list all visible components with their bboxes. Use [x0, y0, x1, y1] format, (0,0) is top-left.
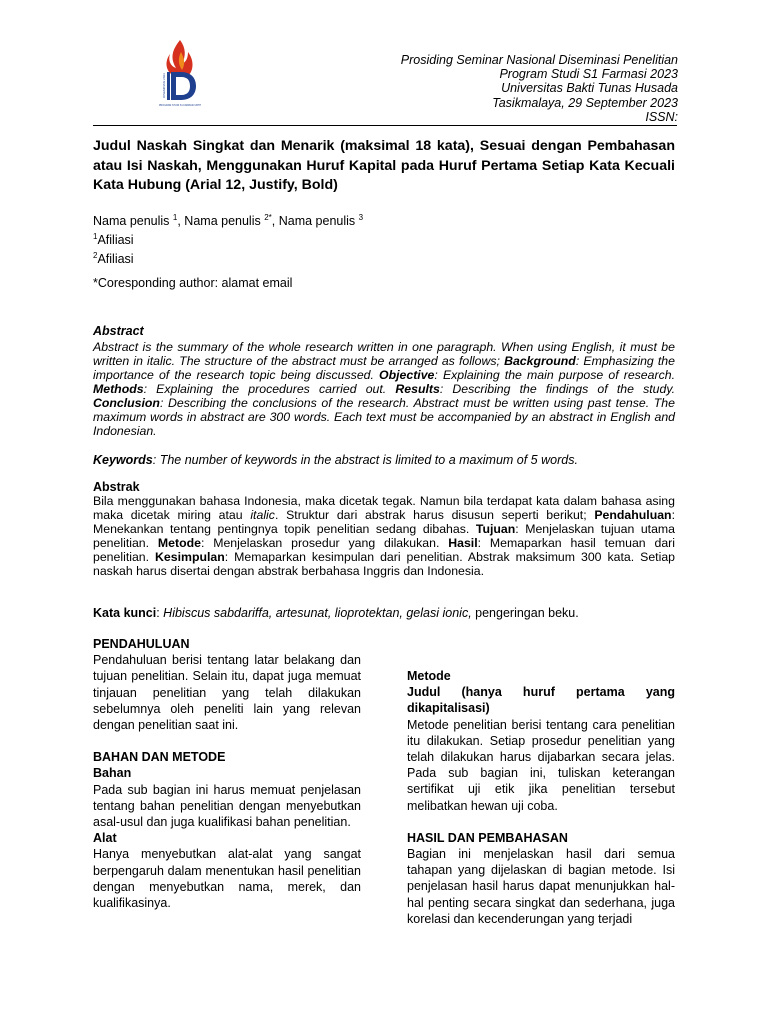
subheading-alat: Alat [93, 831, 117, 846]
author-1-sup: 1 [172, 213, 178, 222]
right-column [407, 668, 675, 927]
keywords: Keywords: The number of keywords in the abstract is limited to a maximum of 5 words. [93, 453, 578, 467]
subheading-bahan: Bahan [93, 766, 132, 781]
alat-text: Hanya menyebutkan alat-alat yang sangat berpengaruh dalam menentukan hasil penelitian dengan menyebutkan nama, merek, dan kualifikasinya. [93, 847, 361, 911]
author-block [93, 210, 363, 267]
subheading-judul: Judul (hanya huruf pertama yang dikapitalisasi) [407, 685, 675, 716]
kata-kunci: Kata kunci: Hibiscus sabdariffa, artesunat, lioprotektan, gelasi ionic, pengeringan beku. [93, 606, 579, 620]
author-1: Nama penulis [93, 214, 173, 229]
header-line: Prosiding Seminar Nasional Diseminasi Penelitian [400, 53, 678, 67]
header-line: Program Studi S1 Farmasi 2023 [499, 67, 678, 82]
header-line: Tasikmalaya, 29 September 2023 [492, 95, 678, 110]
section-heading-hasil: HASIL DAN PEMBAHASAN [407, 830, 568, 845]
left-column [93, 636, 361, 911]
header-line: ISSN: [645, 109, 678, 124]
section-heading-pendahuluan: PENDAHULUAN [93, 637, 190, 651]
affiliation-1: $^1$Afiliasi [93, 232, 134, 248]
proceedings-header [401, 53, 678, 124]
metode-text: Metode penelitian berisi tentang cara penelitian itu dilakukan. Setiap prosedur penelitian yang telah dilakukan harus dijabarkan secara jelas. Pada sub bagian ini, tuliskan keterangan sertifikat uji etik jika penelitian tersebut melibatkan hewan uji coba. [407, 717, 675, 813]
letter-d-shape [171, 72, 196, 100]
subheading-metode: Metode [407, 669, 451, 683]
hasil-text: Bagian ini menjelaskan hasil dari semua tahapan yang dijelaskan di bagian metode. Isi penjelasan hasil harus dapat menunjukkan hal-hal penting secara singkat dan sederhana, juga korelasi dan kecenderungan yang terjadi [407, 847, 675, 926]
author-3-sup: 3 [358, 213, 364, 222]
abstrak-heading: Abstrak [93, 480, 140, 494]
header-line: Universitas Bakti Tunas Husada [501, 81, 678, 96]
author-line [93, 210, 363, 229]
affiliation-2: $^2$Afiliasi [93, 251, 134, 267]
abstract-heading: Abstract [93, 324, 144, 338]
logo-caption: PROGRAM STUDI S1 FARMASI UBTH [158, 104, 202, 107]
logo-vertical-text: DISEMINASI 2023 [162, 73, 166, 98]
author-2-sup: 2* [264, 213, 272, 222]
logo-bar [167, 72, 170, 100]
author-3: , Nama penulis [271, 214, 359, 229]
abstract-text: Abstract is the summary of the whole research written in one paragraph. When using English, it must be written in italic. The structure of the abstract must be arranged as follows; Background: Emphasizing the importance of the research topic being discussed. Objective: Explaining the main purpose of research. Methods: Explaining the procedures carried out. Results: Describing the findings of the study. Conclusion: Describing the conclusions of the research. Abstract must be written using past tense. The maximum words in abstract are 300 words. Each text must be accompanied by an abstract in English and Indonesian. [93, 340, 675, 438]
bahan-text: Pada sub bagian ini harus memuat penjelasan tentang bahan penelitian dengan menyebutkan asal-usul dan juga kualifikasi bahan penelitian. [93, 782, 361, 830]
corresponding-author: *Coresponding author: alamat email [93, 276, 293, 290]
header-divider [93, 125, 677, 126]
author-2: , Nama penulis [177, 214, 265, 229]
pendahuluan-text: Pendahuluan berisi tentang latar belakang dan tujuan penelitian. Selain itu, dapat juga memuat tinjauan penelitian yang telah dilakukan sebelumnya oleh peneliti lain yang relevan dengan penelitian saat ini. [93, 653, 361, 733]
section-heading-bahan-metode: BAHAN DAN METODE [93, 750, 226, 765]
abstrak-text: Bila menggunakan bahasa Indonesia, maka dicetak tegak. Namun bila terdapat kata dalam bahasa asing maka dicetak miring atau italic. Struktur dari abstrak harus disusun seperti berikut; Pendahuluan: Menekankan tentang pentingnya topik penelitian sedang dibahas. Tujuan: Menjelaskan tujuan utama penelitian. Metode: Menjelaskan prosedur yang dilakukan. Hasil: Memaparkan hasil temuan dari penelitian. Kesimpulan: Memaparkan kesimpulan dari penelitian. Abstrak maksimum 300 kata. Setiap naskah harus disertai dengan abstrak berbahasa Inggris dan Indonesia. [93, 494, 676, 578]
conference-logo [158, 38, 202, 108]
paper-title: Judul Naskah Singkat dan Menarik (maksimal 18 kata), Sesuai dengan Pembahasan atau Isi Naskah, Menggunakan Huruf Kapital pada Huruf Pertama Setiap Kata Kecuali Kata Hubung (Arial 12, Justify, Bold) [93, 138, 675, 193]
